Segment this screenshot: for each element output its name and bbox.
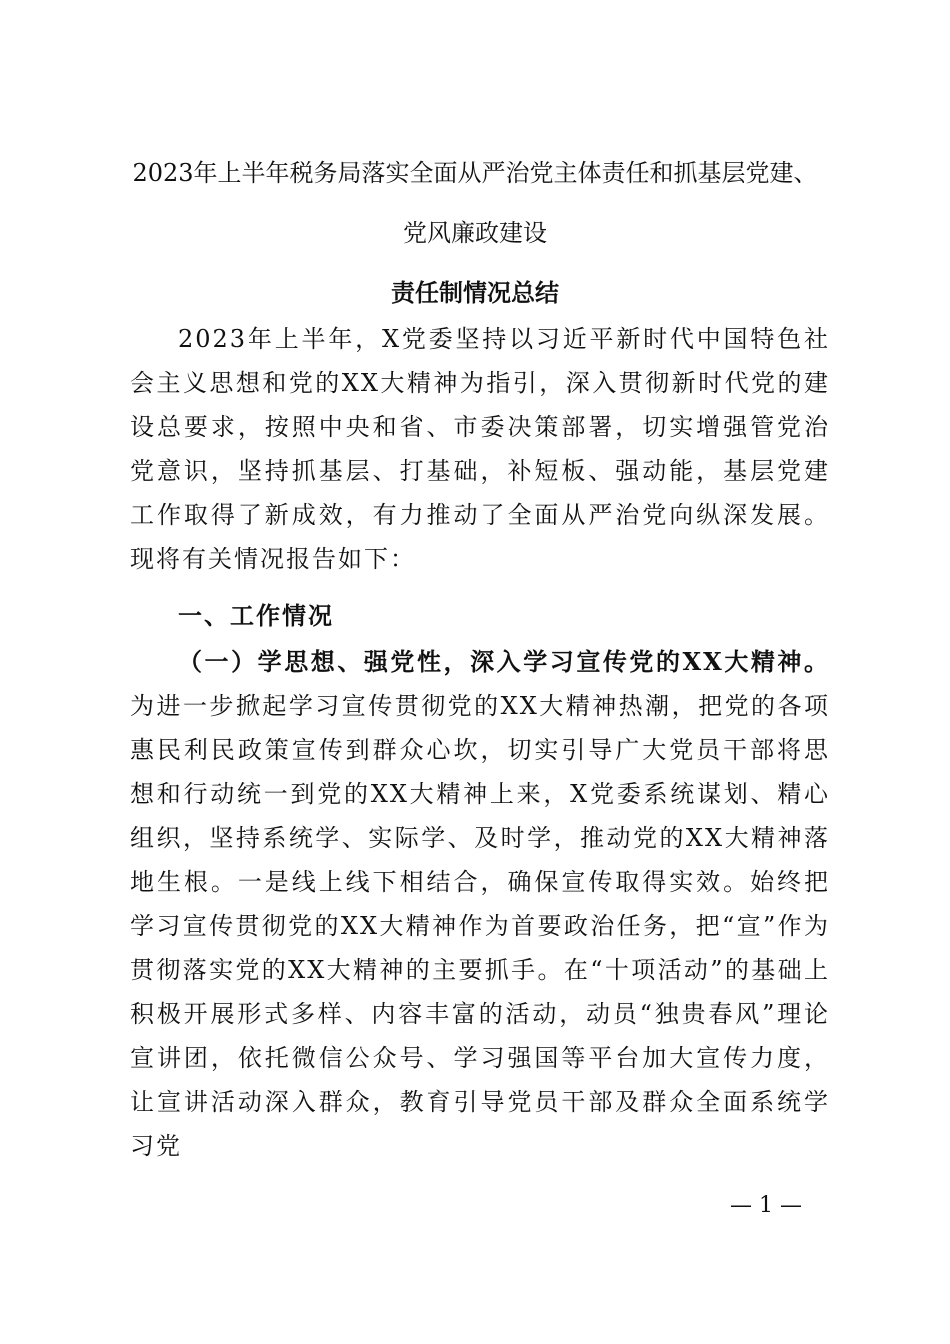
document-title-line-2: 党风廉政建设 <box>403 219 547 247</box>
document-title-line-1: 2023年上半年税务局落实全面从严治党主体责任和抓基层党建、 <box>132 159 818 187</box>
section-heading-work-status: 一、工作情况 <box>178 601 334 630</box>
subsection-paragraph <box>130 640 830 1168</box>
document-subtitle: 责任制情况总结 <box>391 278 559 307</box>
intro-paragraph: 2023年上半年，X党委坚持以习近平新时代中国特色社会主义思想和党的XX大精神为指引，深入贯彻新时代党的建设总要求，按照中央和省、市委决策部署，切实增强管党治党意识，坚持抓基层、打基础，补短板、强动能，基层党建工作取得了新成效，有力推动了全面从严治党向纵深发展。现将有关情况报告如下： <box>130 325 830 573</box>
subsection-body: 为进一步掀起学习宣传贯彻党的XX大精神热潮，把党的各项惠民利民政策宣传到群众心坎，切实引导广大党员干部将思想和行动统一到党的XX大精神上来，X党委系统谋划、精心组织，坚持系统学、实际学、及时学，推动党的XX大精神落地生根。一是线上线下相结合，确保宣传取得实效。始终把学习宣传贯彻党的XX大精神作为首要政治任务，把“宣”作为贯彻落实党的XX大精神的主要抓手。在“十项活动”的基础上积极开展形式多样、内容丰富的活动，动员“独贵春风”理论宣讲团，依托微信公众号、学习强国等平台加大宣传力度，让宣讲活动深入群众，教育引导党员干部及群众全面系统学习党 <box>130 692 830 1160</box>
page-number: — 1 — <box>730 1193 802 1218</box>
subsection-lead: （一）学思想、强党性，深入学习宣传党的XX大精神。 <box>178 647 830 676</box>
